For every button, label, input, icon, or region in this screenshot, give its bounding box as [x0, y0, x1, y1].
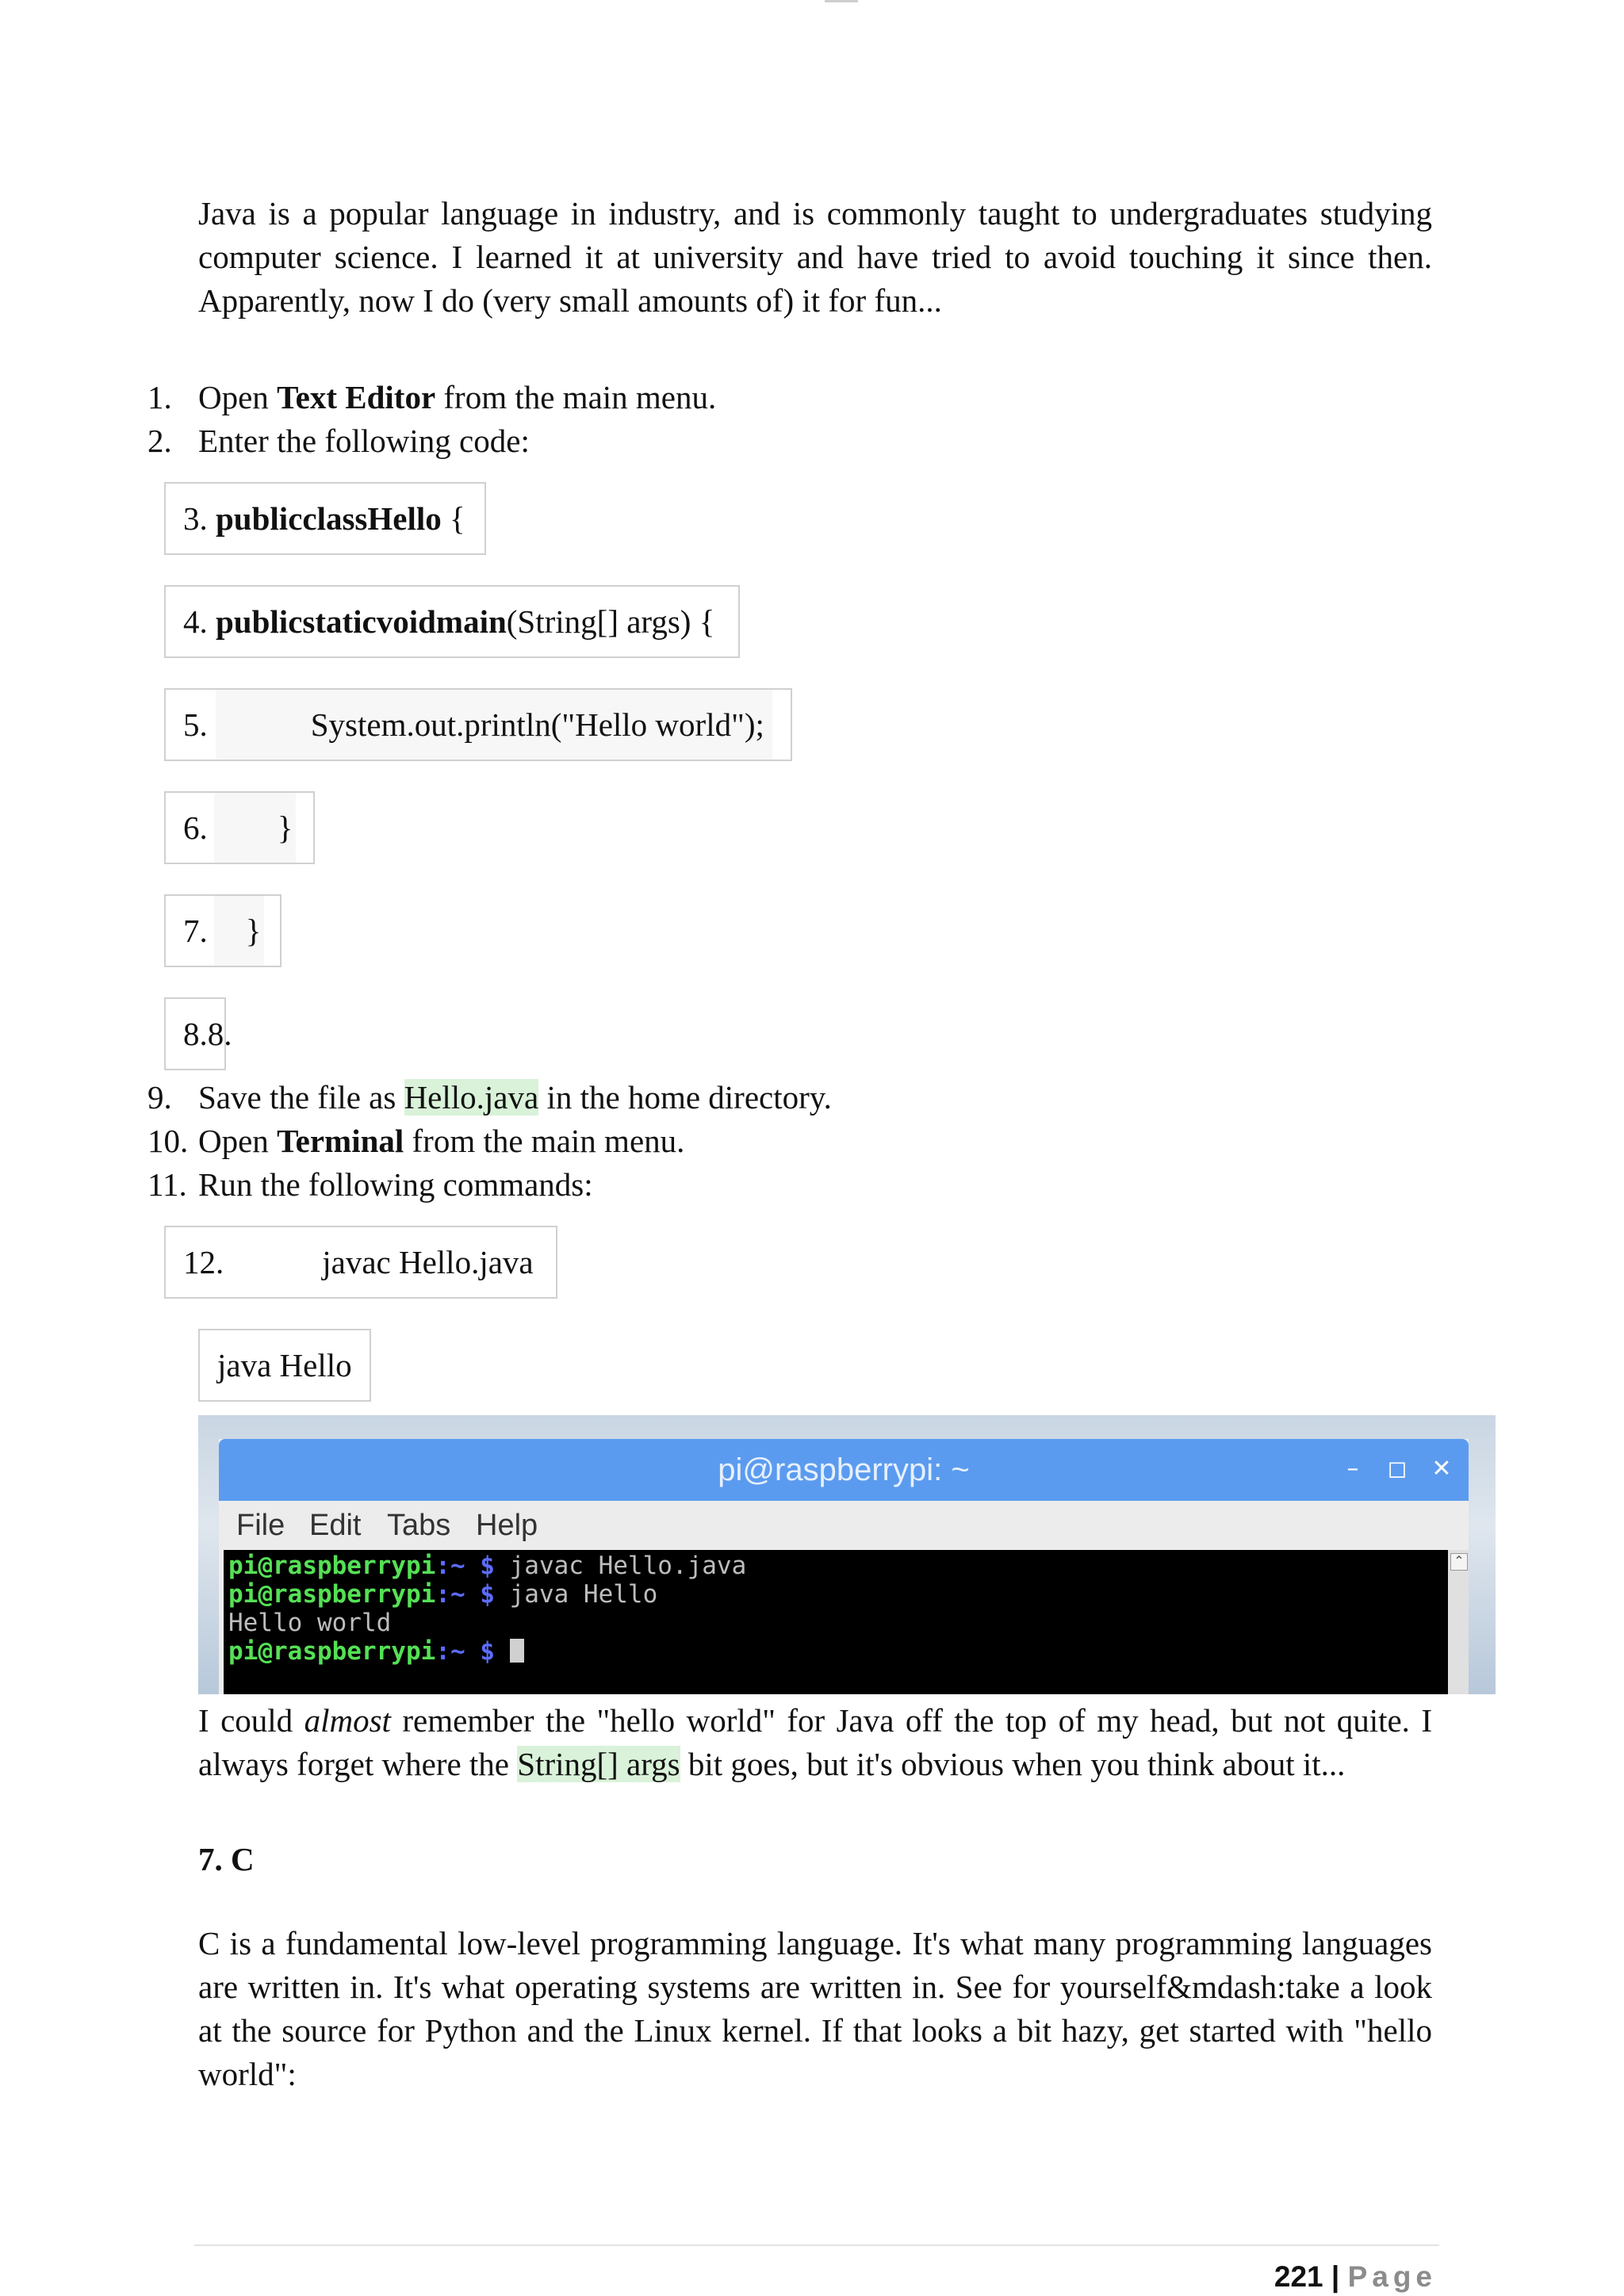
- footer-divider: [194, 2244, 1439, 2246]
- command-line-12: 12. javac Hello.java: [164, 1226, 557, 1299]
- terminal-menubar: [219, 1501, 1469, 1550]
- step-2: 2. Enter the following code:: [147, 423, 530, 459]
- code-line-5: 5. System.out.println("Hello world");: [164, 688, 792, 761]
- close-icon[interactable]: ✕: [1431, 1455, 1452, 1483]
- code-line-6: 6. }: [164, 791, 315, 864]
- section-heading: 7. C: [198, 1841, 255, 1877]
- after-paragraph: I could almost remember the "hello world" for Java off the top of my head, but not quite. I always forget where the String[] args bit goes, but it's obvious when you think about it...: [198, 1702, 1432, 1782]
- minimize-icon[interactable]: –: [1346, 1455, 1359, 1483]
- page-label: Page: [1347, 2260, 1437, 2293]
- command-java-hello: java Hello: [198, 1329, 371, 1402]
- code-line-3: 3. publicclassHello {: [164, 482, 486, 555]
- terminal-cursor: [510, 1639, 524, 1663]
- page-number: 221: [1274, 2260, 1323, 2293]
- hello-java-highlight: Hello.java: [404, 1079, 539, 1115]
- terminal-line: Hello world: [228, 1609, 392, 1637]
- terminal-title: pi@raspberrypi: ~: [718, 1452, 970, 1487]
- code-line-4: 4. publicstaticvoidmain(String[] args) {: [164, 585, 740, 658]
- terminal-label: Terminal: [277, 1123, 404, 1159]
- step-1: 1. Open Text Editor from the main menu.: [147, 379, 717, 415]
- terminal-window: [219, 1439, 1469, 1694]
- terminal-titlebar: [219, 1439, 1469, 1501]
- menu-tabs[interactable]: Tabs: [387, 1509, 451, 1542]
- header-mark: [825, 0, 858, 2]
- text-editor-label: Text Editor: [277, 379, 436, 415]
- terminal-scrollbar[interactable]: [1448, 1550, 1469, 1694]
- string-args-highlight: String[] args: [517, 1746, 680, 1782]
- page-footer: 221 | Page: [1274, 2260, 1437, 2293]
- terminal-line: pi@raspberrypi:~ $: [228, 1637, 524, 1666]
- maximize-icon[interactable]: ◻: [1387, 1455, 1408, 1483]
- intro-paragraph: Java is a popular language in industry, and is commonly taught to undergraduates studying computer science. I learned it at university and have tried to avoid touching it since then. Apparently, now I do (very small amounts of) it for fun...: [198, 195, 1432, 319]
- step-11: 11. Run the following commands:: [147, 1166, 593, 1203]
- step-9: 9. Save the file as Hello.java in the home directory.: [147, 1079, 832, 1115]
- terminal-line: pi@raspberrypi:~ $ java Hello: [228, 1580, 658, 1609]
- menu-file[interactable]: File: [236, 1509, 285, 1542]
- terminal-output[interactable]: [224, 1550, 1448, 1694]
- terminal-screenshot: [198, 1415, 1496, 1694]
- code-line-8: 8.8.: [164, 997, 226, 1070]
- menu-edit[interactable]: Edit: [309, 1509, 362, 1542]
- code-line-7: 7. }: [164, 894, 282, 967]
- step-10: 10. Open Terminal from the main menu.: [147, 1123, 685, 1159]
- menu-help[interactable]: Help: [476, 1509, 538, 1542]
- terminal-line: pi@raspberrypi:~ $ javac Hello.java: [228, 1552, 747, 1580]
- c-paragraph: C is a fundamental low-level programming language. It's what many programming languages are written in. It's what operating systems are written in. See for yourself&mdash:take a look at the source for Python and the Linux kernel. If that looks a bit hazy, get started with "hello world":: [198, 1925, 1432, 2092]
- scroll-up-icon[interactable]: ⌃: [1450, 1553, 1468, 1571]
